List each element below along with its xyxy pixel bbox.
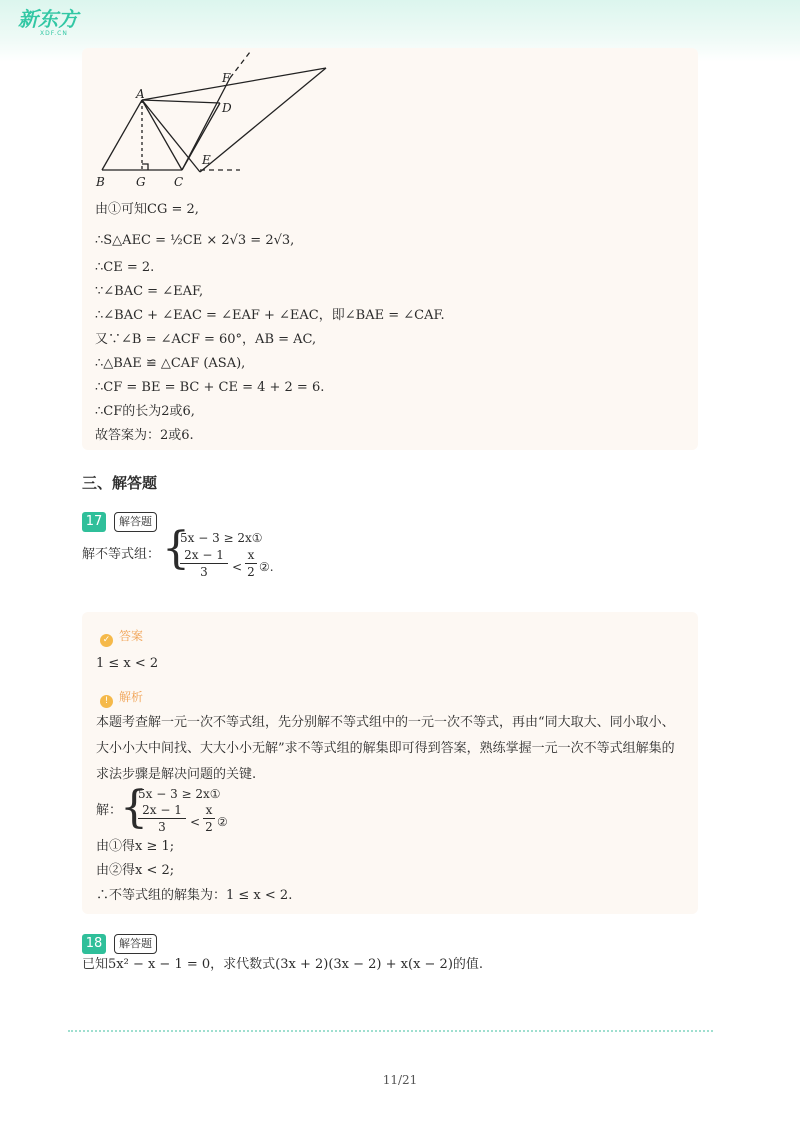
q17-sol-suffix: ②: [217, 815, 228, 829]
sol16-line-1: 由①可知CG = 2,: [95, 202, 199, 217]
analysis-label: 解析: [119, 690, 144, 704]
q17-sol-frac: [138, 803, 186, 834]
page-number: 11/21: [382, 1073, 418, 1087]
analysis-label-row: [100, 688, 143, 708]
q17-analysis: 本题考查解一元一次不等式组，先分别解不等式组中的一元一次不等式，再由“同大取大、同小取小、大小小大中间找、大大小小无解”求不等式组的解集即可得到答案，熟练掌握一元一次不等式组解集的求法步骤是解决问题的关键.: [96, 715, 675, 782]
label-g: G: [136, 175, 146, 189]
q17-xfrac: [245, 548, 257, 579]
q17-sol-ineq1: 5x − 3 ≥ 2x①: [138, 787, 221, 801]
q17-sol-brace: {: [120, 782, 148, 833]
sol16-line-5: ∴∠BAC + ∠EAC = ∠EAF + ∠EAC，即∠BAE = ∠CAF.: [95, 308, 445, 323]
logo-cn: 新东方: [18, 7, 78, 31]
question-17-number: 17: [82, 512, 106, 532]
label-a: A: [136, 87, 145, 101]
q17-suffix: ②.: [259, 560, 274, 574]
q17-frac-den: 3: [200, 565, 208, 579]
answer-label: 答案: [119, 629, 144, 643]
q17-brace: {: [162, 523, 190, 574]
section-title: 三、解答题: [82, 474, 158, 492]
question-18-number: 18: [82, 934, 106, 954]
q17-step-2: 由②得x < 2;: [96, 863, 175, 878]
question-18-tag: 解答题: [114, 934, 157, 954]
sol16-line-4: ∵∠BAC = ∠EAF,: [95, 284, 204, 299]
label-e: E: [202, 153, 211, 167]
sol16-line-9: ∴CF的长为2或6,: [95, 404, 195, 419]
q17-prompt: 解不等式组：: [82, 547, 161, 562]
geometry-figure: [90, 48, 360, 193]
check-icon: ✓: [100, 634, 113, 647]
q17-step-1: 由①得x ≥ 1;: [96, 839, 175, 854]
q17-sol-frac-den: 3: [158, 820, 166, 834]
q17-sol-prefix: 解：: [96, 803, 123, 818]
q17-ineq1: 5x − 3 ≥ 2x①: [180, 531, 263, 545]
q17-sol-frac-num: 2x − 1: [142, 803, 182, 817]
sol16-line-2: ∴S△AEC = ½CE × 2√3 = 2√3,: [95, 233, 295, 248]
q18-text: 已知5x² − x − 1 = 0，求代数式(3x + 2)(3x − 2) + x(x − 2)的值.: [82, 957, 484, 972]
q17-xfrac-num: x: [247, 548, 255, 562]
label-f: F: [222, 71, 231, 85]
q17-step-3: ∴不等式组的解集为：1 ≤ x < 2.: [96, 888, 293, 903]
q17-frac-num: 2x − 1: [184, 548, 224, 562]
q17-answer: 1 ≤ x < 2: [96, 656, 159, 671]
logo-en: XDF.CN: [40, 30, 68, 37]
answer-label-row: [100, 627, 143, 647]
footer-divider: [68, 1030, 713, 1032]
sol16-line-7: ∴△BAE ≌ △CAF (ASA),: [95, 356, 246, 371]
q17-frac: [180, 548, 228, 579]
logo: [18, 8, 78, 44]
lightbulb-icon: !: [100, 695, 113, 708]
sol16-line-10: 故答案为：2或6.: [95, 428, 194, 443]
question-17-tag: 解答题: [114, 512, 157, 532]
q17-sol-xfrac: [203, 803, 215, 834]
q17-sol-lt: <: [190, 815, 201, 829]
q17-lt: <: [232, 560, 243, 574]
q17-xfrac-den: 2: [247, 565, 255, 579]
q17-sol-xfrac-den: 2: [205, 820, 213, 834]
label-b: B: [96, 175, 105, 189]
label-c: C: [174, 175, 184, 189]
q17-sol-xfrac-num: x: [205, 803, 213, 817]
label-d: D: [222, 101, 232, 115]
sol16-line-8: ∴CF = BE = BC + CE = 4 + 2 = 6.: [95, 380, 325, 395]
sol16-line-6: 又∵∠B = ∠ACF = 60°，AB = AC,: [95, 332, 317, 347]
sol16-line-3: ∴CE = 2.: [95, 260, 155, 275]
